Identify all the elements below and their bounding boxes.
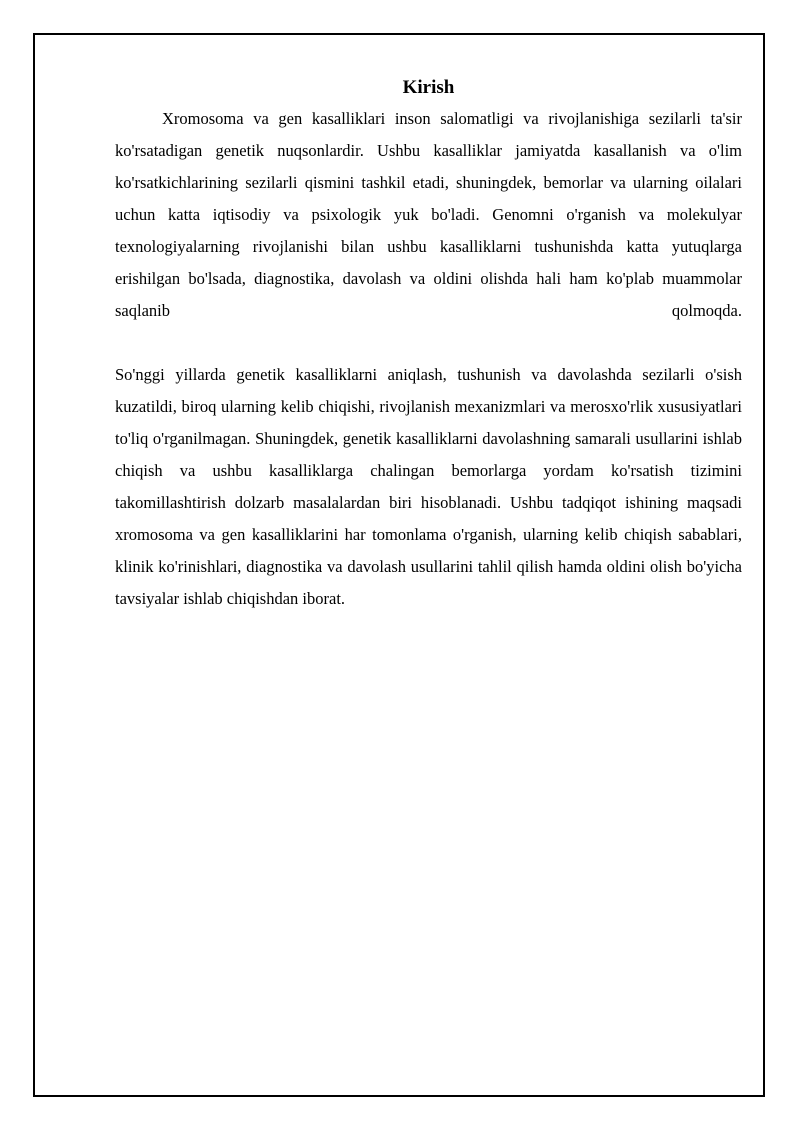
paragraph-gap [115,327,742,359]
paragraph-research-goal: So'nggi yillarda genetik kasalliklarni aniqlash, tushunish va davolashda sezilarli o'sish kuzatildi, biroq ularning kelib chiqishi, rivojlanish mexanizmlari va merosxo'rlik xususiyatlari to'liq o'rganilmagan. Shuningdek, genetik kasalliklarni davolashning samarali usullarini ishlab chiqish va ushbu kasalliklarga chalingan bemorlarga yordam ko'rsatish tizimini takomillashtirish dolzarb masalalardan biri hisoblanadi. Ushbu tadqiqot ishining maqsadi xromosoma va gen kasalliklarini har tomonlama o'rganish, ularning kelib chiqish sabablari, klinik ko'rinishlari, diagnostika va davolash usullarini tahlil qilish hamda oldini olish bo'yicha tavsiyalar ishlab chiqishdan iborat. [115,365,742,608]
paragraph-intro: Xromosoma va gen kasalliklari inson salomatligi va rivojlanishiga sezilarli ta'sir ko'rsatadigan genetik nuqsonlardir. Ushbu kasalliklar jamiyatda kasallanish va o'lim ko'rsatkichlarining sezilarli qismini tashkil etadi, shuningdek, bemorlar va ularning oilalari uchun katta iqtisodiy va psixologik yuk bo'ladi. Genomni o'rganish va molekulyar texnologiyalarning rivojlanishi bilan ushbu kasalliklarni tushunishda katta yutuqlarga erishilgan bo'lsada, diagnostika, davolash va oldini olishda hali ham ko'plab muammolar saqlanib qolmoqda. [115,109,742,320]
document-body [115,75,742,615]
document-title: Kirish [402,77,455,98]
